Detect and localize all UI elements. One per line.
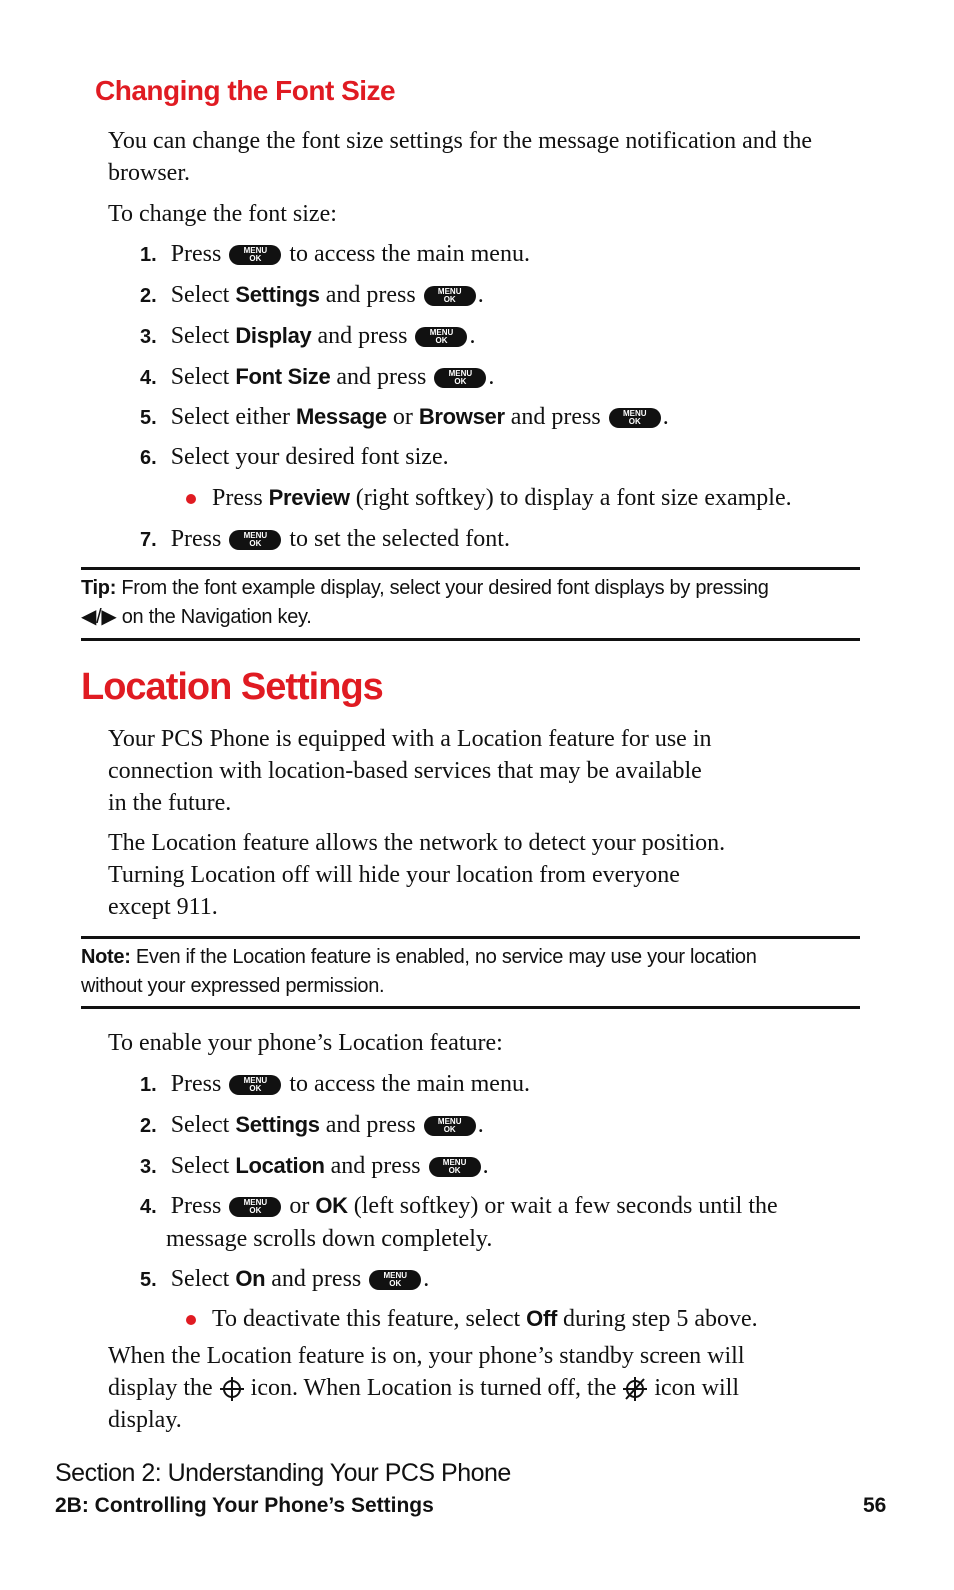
keyword: Settings (235, 282, 320, 307)
lead-text: To change the font size: (108, 201, 337, 227)
keyword: Settings (235, 1112, 320, 1137)
bullet-icon (186, 1315, 196, 1325)
menu-ok-key-icon: MENU OK (229, 1197, 281, 1217)
location-off-icon (622, 1376, 648, 1402)
keyword: OK (315, 1193, 348, 1218)
loc-step-3: 3. Select Location and press MENU OK . (140, 1153, 489, 1179)
menu-ok-key-icon: MENU OK (429, 1157, 481, 1177)
bullet-item: To deactivate this feature, select Off during step 5 above. (186, 1303, 758, 1335)
keyword: Off (526, 1306, 558, 1331)
loc-step-1: 1. Press MENU OK to access the main menu. (140, 1071, 530, 1097)
menu-ok-key-icon: MENU OK (609, 408, 661, 428)
step-2: 2. Select Settings and press MENU OK . (140, 282, 484, 308)
menu-ok-key-icon: MENU OK (434, 368, 486, 388)
keyword: Browser (418, 404, 505, 429)
page-number: 56 (863, 1494, 887, 1517)
keyword: Font Size (235, 364, 331, 389)
note-label: Note: (81, 946, 131, 968)
loc-step-5: 5. Select On and press MENU OK . (140, 1266, 430, 1292)
location-paragraph-2: The Location feature allows the network to detect your position. Turning Location off will hide your location from everyone except 911. (108, 830, 726, 920)
loc-step-4: 4. Press MENU OK or OK (left softkey) or wait a few seconds until the message scrolls down completely. (140, 1193, 778, 1252)
menu-ok-key-icon: MENU OK (229, 530, 281, 550)
menu-ok-key-icon: MENU OK (229, 245, 281, 265)
step-5: 5. Select either Message or Browser and press MENU OK . (140, 404, 669, 430)
divider (81, 638, 860, 641)
section-heading-font-size: Changing the Font Size (95, 75, 396, 106)
menu-ok-key-icon: MENU OK (415, 327, 467, 347)
location-paragraph-1: Your PCS Phone is equipped with a Location feature for use in connection with location-based services that may be available in the future. (108, 726, 712, 816)
footer-subsection-title: 2B: Controlling Your Phone’s Settings (55, 1494, 434, 1517)
section-heading-location: Location Settings (81, 666, 383, 708)
menu-ok-key-icon: MENU OK (229, 1075, 281, 1095)
note-box: Note: Even if the Location feature is enabled, no service may use your location without your expressed permission. (81, 946, 757, 997)
divider (81, 1006, 860, 1009)
menu-ok-key-icon: MENU OK (424, 1116, 476, 1136)
loc-step-2: 2. Select Settings and press MENU OK . (140, 1112, 484, 1138)
closing-paragraph: When the Location feature is on, your phone’s standby screen will display the icon. When Location is turned off, the icon will display. (108, 1343, 745, 1433)
intro-paragraph: You can change the font size settings for the message notification and the browser. (108, 128, 813, 186)
menu-ok-key-icon: MENU OK (424, 286, 476, 306)
step-6: 6. Select your desired font size. (140, 444, 449, 470)
lead-text: To enable your phone’s Location feature: (108, 1030, 503, 1056)
step-7: 7. Press MENU OK to set the selected font. (140, 526, 510, 552)
bullet-icon (186, 494, 196, 504)
bullet-item: Press Preview (right softkey) to display a font size example. (186, 482, 792, 514)
keyword: Location (235, 1153, 325, 1178)
step-number: 1. (140, 244, 157, 266)
navigation-arrows-icon: ◀/▶ (81, 606, 117, 628)
keyword: Preview (268, 485, 350, 510)
menu-ok-key-icon: MENU OK (369, 1270, 421, 1290)
keyword: On (235, 1266, 266, 1291)
location-on-icon (219, 1376, 245, 1402)
tip-box: Tip: From the font example display, select your desired font displays by pressing ◀/▶ on the Navigation key. (81, 577, 769, 628)
keyword: Display (235, 323, 312, 348)
divider (81, 567, 860, 570)
divider (81, 936, 860, 939)
tip-label: Tip: (81, 577, 117, 599)
step-3: 3. Select Display and press MENU OK . (140, 323, 476, 349)
keyword: Message (295, 404, 387, 429)
footer-section-title: Section 2: Understanding Your PCS Phone (55, 1459, 511, 1487)
step-1: 1. Press MENU OK to access the main menu. (140, 241, 530, 267)
step-4: 4. Select Font Size and press MENU OK . (140, 364, 495, 390)
